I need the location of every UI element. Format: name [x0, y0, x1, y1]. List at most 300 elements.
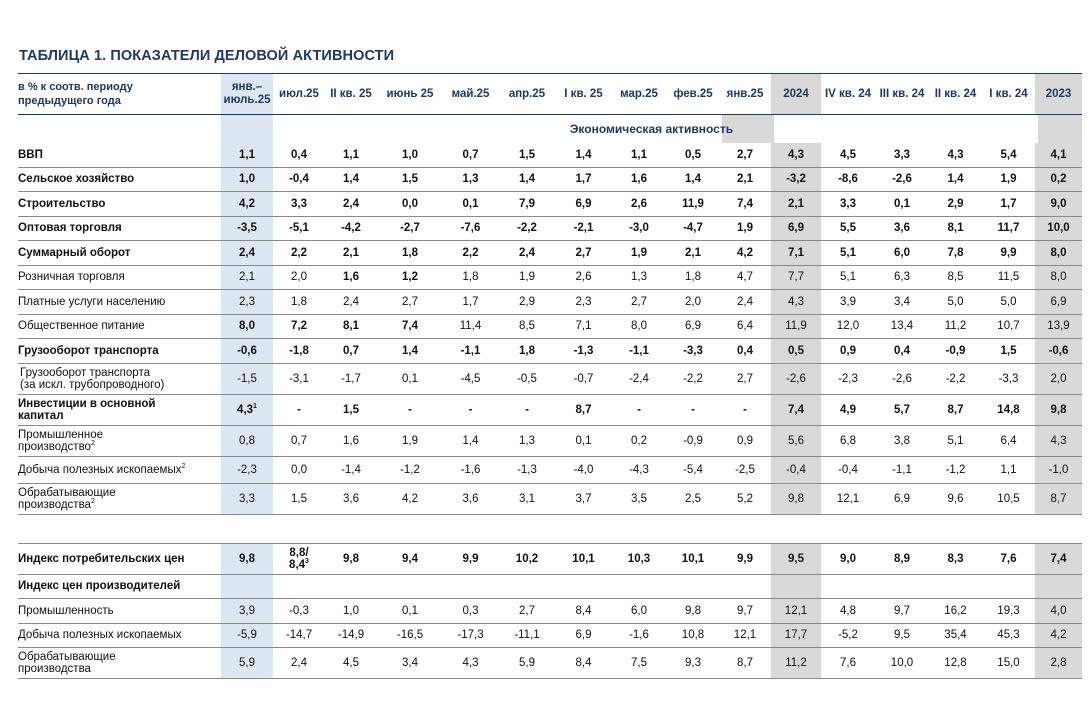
header-col: I кв. 24 — [982, 74, 1035, 115]
table-cell: 7,4 — [1035, 543, 1082, 574]
table-cell: -0,6 — [1035, 339, 1082, 364]
table-cell: -1,1 — [611, 339, 667, 364]
table-cell: 2,2 — [443, 241, 498, 266]
row-label: Индекс цен производителей — [18, 574, 221, 599]
table-cell: -11,1 — [498, 623, 556, 648]
table-cell: 2,5 — [667, 483, 719, 514]
table-cell: -1,6 — [611, 623, 667, 648]
table-cell: 4,3 — [1035, 425, 1082, 456]
table-cell: 3,9 — [821, 290, 875, 315]
table-cell: 3,3 — [821, 192, 875, 217]
table-cell: 11,5 — [982, 265, 1035, 290]
header-col: июнь 25 — [377, 74, 443, 115]
table-cell: 4,1 — [1035, 143, 1082, 167]
table-cell: 1,5 — [325, 394, 377, 425]
table-cell: 3,9 — [221, 599, 273, 624]
table-cell: 7,1 — [556, 314, 611, 339]
table-cell: 8,9 — [875, 543, 929, 574]
table-cell: 6,9 — [667, 314, 719, 339]
table-row — [18, 483, 1082, 514]
table-cell: 0,1 — [443, 192, 498, 217]
table-cell: -0,9 — [929, 339, 982, 364]
section-row — [18, 115, 1082, 144]
table-cell: 6,9 — [771, 216, 821, 241]
table-cell: 13,4 — [875, 314, 929, 339]
table-cell: -0,7 — [556, 363, 611, 394]
table-cell: 1,7 — [443, 290, 498, 315]
table-cell: 1,8 — [498, 339, 556, 364]
table-cell: - — [667, 394, 719, 425]
table-cell: 10,7 — [982, 314, 1035, 339]
table-cell: 1,1 — [325, 143, 377, 167]
section-title: Экономическая активность — [221, 115, 1082, 144]
header-col: мар.25 — [611, 74, 667, 115]
table-cell: 0,5 — [771, 339, 821, 364]
row-label: Суммарный оборот — [18, 241, 221, 266]
table-cell: 12,1 — [771, 599, 821, 624]
table-cell: 8,7 — [1035, 483, 1082, 514]
table-cell: 5,0 — [982, 290, 1035, 315]
table-cell: 7,6 — [821, 648, 875, 679]
table-cell: 8,0 — [1035, 241, 1082, 266]
table-cell: 1,3 — [443, 167, 498, 192]
table-cell: 7,9 — [498, 192, 556, 217]
table-cell: 6,9 — [875, 483, 929, 514]
table-cell: 6,3 — [875, 265, 929, 290]
table-cell: -5,1 — [273, 216, 325, 241]
table-cell: 8,7 — [556, 394, 611, 425]
table-cell: 10,0 — [1035, 216, 1082, 241]
table-cell: 5,7 — [875, 394, 929, 425]
table-cell: 5,6 — [771, 425, 821, 456]
header-col: июл.25 — [273, 74, 325, 115]
table-cell: 1,4 — [667, 167, 719, 192]
header-col: I кв. 25 — [556, 74, 611, 115]
table-cell: 4,7 — [719, 265, 771, 290]
table-cell: 1,4 — [377, 339, 443, 364]
table-cell: 3,8 — [875, 425, 929, 456]
table-row — [18, 241, 1082, 266]
row-label: Инвестиции в основной капитал — [18, 394, 221, 425]
table-cell: 12,1 — [821, 483, 875, 514]
table-cell: 8,1 — [325, 314, 377, 339]
table-cell: -2,3 — [221, 456, 273, 483]
table-cell: 5,0 — [929, 290, 982, 315]
table-cell: 2,0 — [667, 290, 719, 315]
table-cell: 5,4 — [982, 143, 1035, 167]
table-cell: 7,6 — [982, 543, 1035, 574]
table-cell: 11,4 — [443, 314, 498, 339]
table-cell: 9,5 — [875, 623, 929, 648]
table-cell: 10,0 — [875, 648, 929, 679]
table-cell: 2,7 — [611, 290, 667, 315]
table-cell: 4,3 — [771, 143, 821, 167]
business-activity-table — [18, 73, 1082, 679]
table-row — [18, 339, 1082, 364]
table-cell: -1,5 — [221, 363, 273, 394]
table-cell: - — [377, 394, 443, 425]
table-cell: -4,3 — [611, 456, 667, 483]
table-cell: 2,4 — [325, 192, 377, 217]
table-cell: 4,2 — [1035, 623, 1082, 648]
table-cell: -0,9 — [667, 425, 719, 456]
table-cell: 1,3 — [611, 265, 667, 290]
table-cell: 1,8 — [667, 265, 719, 290]
table-cell: 0,5 — [667, 143, 719, 167]
table-cell: 16,2 — [929, 599, 982, 624]
table-cell: 1,5 — [273, 483, 325, 514]
table-cell: 1,2 — [377, 265, 443, 290]
table-cell: -0,4 — [771, 456, 821, 483]
table-cell: 6,9 — [556, 623, 611, 648]
header-col: IV кв. 24 — [821, 74, 875, 115]
row-label: Общественное питание — [18, 314, 221, 339]
table-cell: -3,1 — [273, 363, 325, 394]
table-cell: 9,9 — [719, 543, 771, 574]
table-cell: 8,7 — [719, 648, 771, 679]
table-cell: 7,7 — [771, 265, 821, 290]
table-row — [18, 265, 1082, 290]
header-col: II кв. 24 — [929, 74, 982, 115]
table-cell: -1,8 — [273, 339, 325, 364]
row-label: Обрабатывающие производства — [18, 648, 221, 679]
table-cell: 1,5 — [377, 167, 443, 192]
table-row — [18, 314, 1082, 339]
table-cell: 3,3 — [273, 192, 325, 217]
table-row — [18, 363, 1082, 394]
table-cell: - — [498, 394, 556, 425]
table-cell: -3,3 — [667, 339, 719, 364]
table-cell: 1,0 — [325, 599, 377, 624]
row-label: Оптовая торговля — [18, 216, 221, 241]
table-cell: 6,4 — [719, 314, 771, 339]
table-cell: 15,0 — [982, 648, 1035, 679]
table-cell: 8,4 — [556, 599, 611, 624]
table-cell: 3,6 — [325, 483, 377, 514]
table-cell: 8,7 — [929, 394, 982, 425]
table-cell: 11,9 — [667, 192, 719, 217]
table-cell: 12,0 — [821, 314, 875, 339]
table-cell: 19,3 — [982, 599, 1035, 624]
table-cell: 3,3 — [221, 483, 273, 514]
table-cell: 0,4 — [273, 143, 325, 167]
table-cell: 2,8 — [1035, 648, 1082, 679]
table-cell: 0,1 — [875, 192, 929, 217]
table-cell: 6,0 — [611, 599, 667, 624]
table-cell: -2,7 — [377, 216, 443, 241]
table-cell: -1,0 — [1035, 456, 1082, 483]
row-label: Обрабатывающие производства$^2$ — [18, 483, 221, 514]
header-unit: в % к соотв. периоду предыдущего года — [18, 74, 221, 115]
row-label: Грузооборот транспорта — [18, 339, 221, 364]
table-cell: 2,1 — [771, 192, 821, 217]
table-cell: -5,4 — [667, 456, 719, 483]
table-cell: 6,9 — [1035, 290, 1082, 315]
table-cell: 9,3 — [667, 648, 719, 679]
table-cell: 2,4 — [325, 290, 377, 315]
table-cell: 5,2 — [719, 483, 771, 514]
table-cell: 3,7 — [556, 483, 611, 514]
table-cell: 0,7 — [325, 339, 377, 364]
table-cell: 8,0 — [611, 314, 667, 339]
table-row — [18, 192, 1082, 217]
table-row — [18, 394, 1082, 425]
row-label: Розничная торговля — [18, 265, 221, 290]
spacer-row — [18, 514, 1082, 543]
table-cell: -2,3 — [821, 363, 875, 394]
table-row — [18, 216, 1082, 241]
table-cell: 0,8 — [221, 425, 273, 456]
table-cell: 10,1 — [556, 543, 611, 574]
row-label: Строительство — [18, 192, 221, 217]
table-cell: 10,1 — [667, 543, 719, 574]
table-cell: 8,1 — [929, 216, 982, 241]
table-cell: -4,2 — [325, 216, 377, 241]
table-row — [18, 456, 1082, 483]
table-cell: 5,1 — [821, 241, 875, 266]
table-cell: 14,8 — [982, 394, 1035, 425]
table-cell: -2,6 — [771, 363, 821, 394]
table-cell: 10,3 — [611, 543, 667, 574]
table-cell: 2,0 — [1035, 363, 1082, 394]
table-cell: 1,9 — [611, 241, 667, 266]
table-cell: 3,5 — [611, 483, 667, 514]
table-cell: 5,5 — [821, 216, 875, 241]
table-cell: 0,1 — [377, 363, 443, 394]
table-cell: 0,2 — [611, 425, 667, 456]
table-cell: 4,0 — [1035, 599, 1082, 624]
header-col: янв.25 — [719, 74, 771, 115]
table-cell: -2,6 — [875, 167, 929, 192]
table-cell: -0,4 — [821, 456, 875, 483]
table-cell: -1,4 — [325, 456, 377, 483]
table-cell: 2,4 — [498, 241, 556, 266]
table-cell: 0,0 — [377, 192, 443, 217]
ppi-header-row — [18, 574, 1082, 599]
table-cell: 0,7 — [443, 143, 498, 167]
table-cell: 7,1 — [771, 241, 821, 266]
table-cell: 2,4 — [221, 241, 273, 266]
table-cell: 1,9 — [498, 265, 556, 290]
table-cell: 1,8 — [443, 265, 498, 290]
table-cell: 9,8 — [221, 543, 273, 574]
table-cell: 6,4 — [982, 425, 1035, 456]
header-row — [18, 74, 1082, 115]
table-cell: 2,1 — [667, 241, 719, 266]
table-cell: 4,3 — [929, 143, 982, 167]
table-cell: 9,6 — [929, 483, 982, 514]
table-cell: 8,4 — [556, 648, 611, 679]
table-cell: -1,1 — [443, 339, 498, 364]
table-cell: 1,6 — [325, 425, 377, 456]
table-cell: -16,5 — [377, 623, 443, 648]
table-cell: 8,3 — [929, 543, 982, 574]
table-cell: 4,2 — [377, 483, 443, 514]
table-cell: -5,9 — [221, 623, 273, 648]
header-col: II кв. 25 — [325, 74, 377, 115]
table-cell: 10,5 — [982, 483, 1035, 514]
table-cell: 1,1 — [611, 143, 667, 167]
table-cell: -5,2 — [821, 623, 875, 648]
table-cell: 4,5 — [325, 648, 377, 679]
table-cell: 2,7 — [719, 143, 771, 167]
table-row — [18, 143, 1082, 167]
table-cell: 0,0 — [273, 456, 325, 483]
table-cell: 35,4 — [929, 623, 982, 648]
table-cell: -14,7 — [273, 623, 325, 648]
table-cell: 12,8 — [929, 648, 982, 679]
table-cell: -8,6 — [821, 167, 875, 192]
row-label: Платные услуги населению — [18, 290, 221, 315]
table-cell: -2,5 — [719, 456, 771, 483]
table-cell: 12,1 — [719, 623, 771, 648]
table-cell: 9,5 — [771, 543, 821, 574]
table-cell: 1,7 — [556, 167, 611, 192]
table-cell: -1,2 — [377, 456, 443, 483]
table-cell: 2,9 — [929, 192, 982, 217]
row-label: Сельское хозяйство — [18, 167, 221, 192]
table-cell: $4,3^1$ — [221, 394, 273, 425]
table-cell: 4,5 — [821, 143, 875, 167]
table-cell: 1,7 — [982, 192, 1035, 217]
table-cell: 9,8 — [667, 599, 719, 624]
table-cell: 9,8 — [771, 483, 821, 514]
table-cell: -3,3 — [982, 363, 1035, 394]
table-cell: 1,5 — [982, 339, 1035, 364]
table-cell: 11,2 — [771, 648, 821, 679]
table-cell: 1,9 — [982, 167, 1035, 192]
table-cell: 2,9 — [498, 290, 556, 315]
table-cell: -2,6 — [875, 363, 929, 394]
table-cell: 10,2 — [498, 543, 556, 574]
table-cell: 9,8 — [1035, 394, 1082, 425]
table-cell: 2,3 — [221, 290, 273, 315]
table-row — [18, 290, 1082, 315]
table-cell: -1,7 — [325, 363, 377, 394]
table-cell: 11,2 — [929, 314, 982, 339]
table-cell: 9,0 — [821, 543, 875, 574]
table-cell: 4,3 — [771, 290, 821, 315]
table-cell: - — [273, 394, 325, 425]
table-cell: 6,0 — [875, 241, 929, 266]
table-cell: 2,4 — [273, 648, 325, 679]
table-cell: 1,6 — [611, 167, 667, 192]
table-row — [18, 167, 1082, 192]
row-label: Промышленность — [18, 599, 221, 624]
table-cell: 1,9 — [377, 425, 443, 456]
section-spacer — [18, 115, 221, 144]
table-cell: 2,7 — [377, 290, 443, 315]
table-cell: 2,0 — [273, 265, 325, 290]
table-cell: -0,5 — [498, 363, 556, 394]
table-cell: -4,0 — [556, 456, 611, 483]
row-label: Грузооборот транспорта (за искл. трубопроводного) — [18, 363, 221, 394]
table-cell: 8,0 — [221, 314, 273, 339]
table-cell: 2,6 — [611, 192, 667, 217]
row-label: ВВП — [18, 143, 221, 167]
table-cell: 1,4 — [556, 143, 611, 167]
table-cell: 8,5 — [498, 314, 556, 339]
table-cell: 4,9 — [821, 394, 875, 425]
row-label: Добыча полезных ископаемых — [18, 623, 221, 648]
table-cell: -4,5 — [443, 363, 498, 394]
table-cell: -3,0 — [611, 216, 667, 241]
table-cell: 5,9 — [498, 648, 556, 679]
table-cell: 3,1 — [498, 483, 556, 514]
table-cell: -3,2 — [771, 167, 821, 192]
table-cell: 1,0 — [377, 143, 443, 167]
table-row — [18, 425, 1082, 456]
table-cell: 7,2 — [273, 314, 325, 339]
table-cell: 11,7 — [982, 216, 1035, 241]
table-cell: 3,6 — [875, 216, 929, 241]
table-cell: 10,8 — [667, 623, 719, 648]
table-cell: -0,3 — [273, 599, 325, 624]
table-cell: 0,7 — [273, 425, 325, 456]
table-cell: 45,3 — [982, 623, 1035, 648]
table-cell: 0,4 — [875, 339, 929, 364]
table-cell: 2,2 — [273, 241, 325, 266]
row-label: Индекс потребительских цен — [18, 543, 221, 574]
table-title: ТАБЛИЦА 1. ПОКАЗАТЕЛИ ДЕЛОВОЙ АКТИВНОСТИ — [19, 48, 395, 64]
table-cell: - — [611, 394, 667, 425]
table-cell: 11,9 — [771, 314, 821, 339]
table-cell: 7,4 — [377, 314, 443, 339]
table-cell: 1,4 — [325, 167, 377, 192]
table-cell: -2,2 — [498, 216, 556, 241]
table-cell: -1,2 — [929, 456, 982, 483]
table-cell: 9,9 — [982, 241, 1035, 266]
row-label: Промышленное производство$^2$ — [18, 425, 221, 456]
table-cell: -14,9 — [325, 623, 377, 648]
table-cell: -1,3 — [556, 339, 611, 364]
table-row — [18, 648, 1082, 679]
table-cell: 2,6 — [556, 265, 611, 290]
table-cell: 1,8 — [273, 290, 325, 315]
table-cell: -2,1 — [556, 216, 611, 241]
table-cell: 2,1 — [719, 167, 771, 192]
table-cell: 1,8 — [377, 241, 443, 266]
table-cell: 3,6 — [443, 483, 498, 514]
table-cell: -1,3 — [498, 456, 556, 483]
table-cell: 0,1 — [556, 425, 611, 456]
table-cell: 1,4 — [498, 167, 556, 192]
table-cell: 1,5 — [498, 143, 556, 167]
table-cell: -2,2 — [929, 363, 982, 394]
table-cell: -17,3 — [443, 623, 498, 648]
table-cell: 0,4 — [719, 339, 771, 364]
table-cell: 1,4 — [443, 425, 498, 456]
header-col: фев.25 — [667, 74, 719, 115]
table-cell: 7,4 — [771, 394, 821, 425]
table-cell: 0,1 — [377, 599, 443, 624]
table-row — [18, 623, 1082, 648]
table-cell: 1,4 — [929, 167, 982, 192]
table-cell: 1,0 — [221, 167, 273, 192]
table-cell: 5,1 — [821, 265, 875, 290]
table-cell: -0,4 — [273, 167, 325, 192]
header-col: 2024 — [771, 74, 821, 115]
table-row — [18, 599, 1082, 624]
table-cell: 0,2 — [1035, 167, 1082, 192]
table-cell: 7,8 — [929, 241, 982, 266]
header-col: май.25 — [443, 74, 498, 115]
header-col: 2023 — [1035, 74, 1082, 115]
table-cell: 8,5 — [929, 265, 982, 290]
table-cell: 5,1 — [929, 425, 982, 456]
table-cell: 6,9 — [556, 192, 611, 217]
table-cell: -2,2 — [667, 363, 719, 394]
